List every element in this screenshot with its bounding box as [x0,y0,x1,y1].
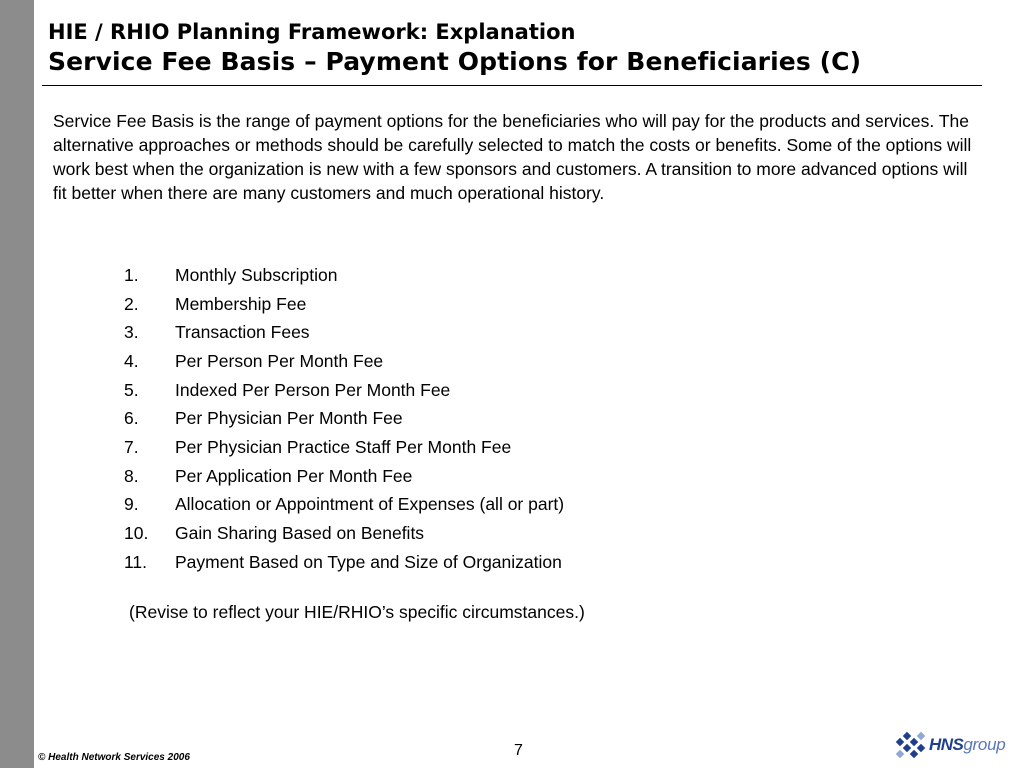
list-item-text: Transaction Fees [175,322,310,343]
list-item-text: Monthly Subscription [175,264,338,285]
list-item-number: 10. [124,523,149,544]
hns-diamond-grid-icon [893,730,927,760]
list-item [124,261,824,290]
list-item-text: Allocation or Appointment of Expenses (all or part) [175,494,565,515]
copyright-footer: © Health Network Services 2006 [38,752,190,763]
list-item [124,548,824,577]
list-item-number: 11. [124,551,148,572]
list-item [124,404,824,433]
left-accent-bar [0,0,34,768]
list-item-number: 1. [124,264,139,285]
page-number: 7 [514,742,523,759]
list-item [124,347,824,376]
list-item-number: 4. [124,350,139,371]
slide-subtitle: HIE / RHIO Planning Framework: Explanation [48,20,576,44]
logo-hns-text: HNS [929,735,964,754]
list-item [124,462,824,491]
list-item-text: Indexed Per Person Per Month Fee [175,379,451,400]
list-item-number: 7. [124,436,139,457]
revision-note: (Revise to reflect your HIE/RHIO’s specific circumstances.) [129,602,585,622]
list-item-text: Per Physician Per Month Fee [175,408,403,429]
list-item [124,376,824,405]
list-item-text: Gain Sharing Based on Benefits [175,523,425,544]
list-item-text: Membership Fee [175,293,307,314]
list-item [124,290,824,319]
intro-paragraph: Service Fee Basis is the range of payment options for the beneficiaries who will pay for the products and services. The alternative approaches or methods should be carefully selected to match the costs or benefits. Some of the options will work best when the organization is new with a few sponsors and customers. A transition to more advanced options will fit better when there are many customers and much operational history. [53,111,972,203]
list-item [124,318,824,347]
list-item-number: 8. [124,465,139,486]
hns-group-logo [893,730,1005,760]
list-item [124,491,824,520]
slide-header [48,18,988,78]
list-item-text: Per Application Per Month Fee [175,465,413,486]
list-item-text: Per Physician Practice Staff Per Month Fee [175,436,512,457]
list-item-number: 6. [124,408,139,429]
list-item-number: 5. [124,379,139,400]
list-item-text: Per Person Per Month Fee [175,350,384,371]
list-item-text: Payment Based on Type and Size of Organization [175,551,562,572]
list-item-number: 2. [124,293,139,314]
logo-group-text: group [963,735,1006,754]
logo-wordmark [929,735,1005,755]
list-item [124,433,824,462]
payment-options-list [124,261,824,577]
list-item-number: 9. [124,494,139,515]
slide-title: Service Fee Basis – Payment Options for Beneficiaries (C) [48,47,862,76]
list-item [124,519,824,548]
title-divider [42,85,982,86]
list-item-number: 3. [124,322,139,343]
